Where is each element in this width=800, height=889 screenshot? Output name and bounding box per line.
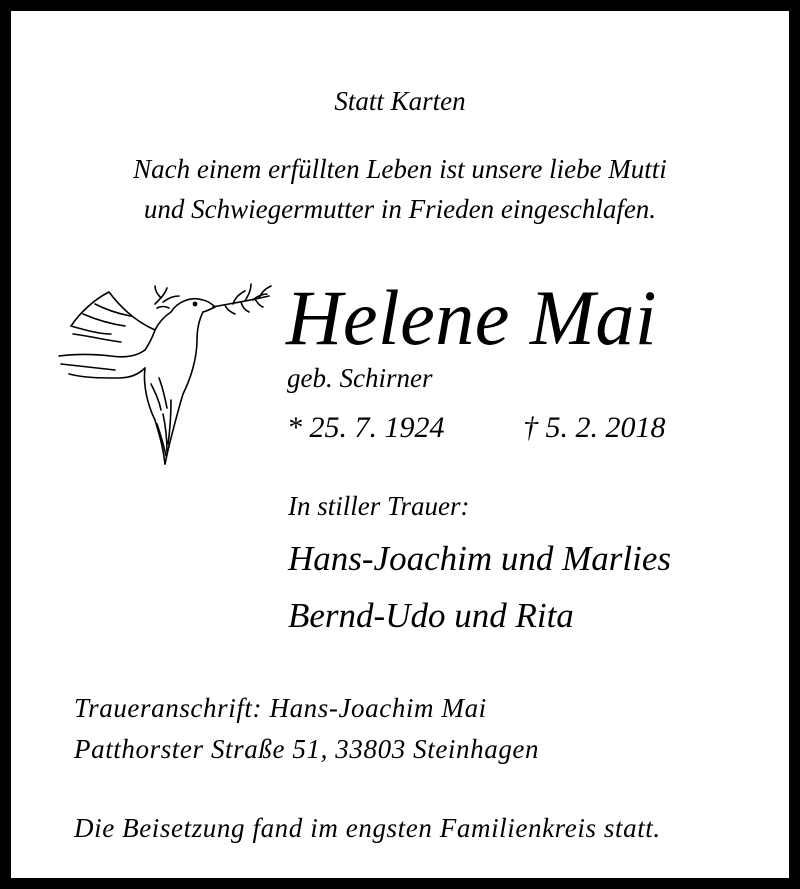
mourner-1: Hans-Joachim und Marlies: [288, 539, 672, 578]
intro-line-1: Nach einem erfüllten Leben ist unsere liebe Mutti: [133, 154, 667, 184]
maiden-name: geb. Schirner: [287, 363, 433, 393]
mourning-address-line-1: Traueranschrift: Hans-Joachim Mai: [74, 693, 487, 723]
mourning-address-line-2: Patthorster Straße 51, 33803 Steinhagen: [74, 734, 540, 764]
birth-date: * 25. 7. 1924: [287, 411, 445, 444]
death-date: † 5. 2. 2018: [523, 411, 666, 444]
deceased-name: Helene Mai: [286, 274, 658, 361]
intro-line-2: und Schwiegermutter in Frieden eingeschlafen.: [143, 194, 657, 224]
mourner-2: Bernd-Udo und Rita: [288, 596, 574, 635]
dove-with-olive-branch-icon: [45, 274, 275, 469]
mourners-intro: In stiller Trauer:: [288, 491, 470, 521]
header-statt-karten: Statt Karten: [334, 86, 466, 116]
burial-note: Die Beisetzung fand im engsten Familienkreis statt.: [74, 813, 661, 843]
